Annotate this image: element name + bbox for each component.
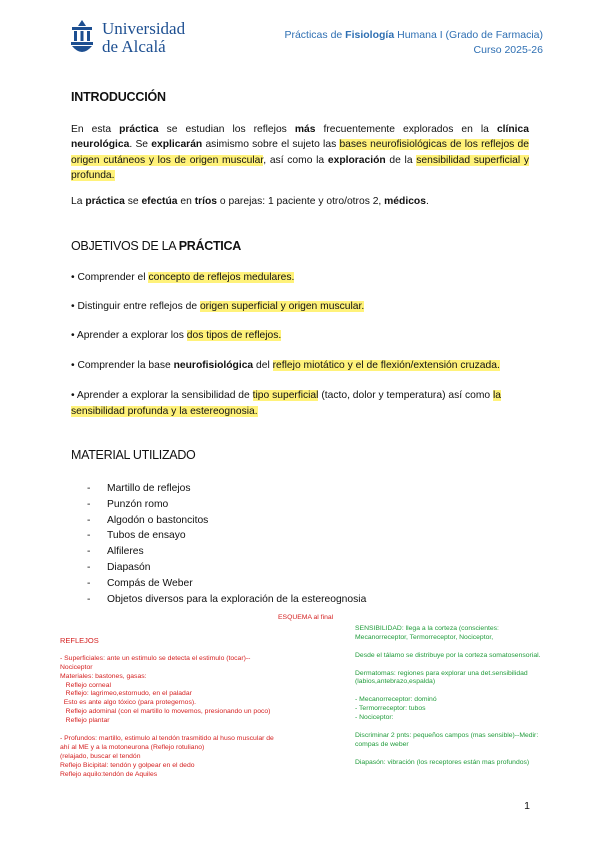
course-year: Curso 2025-26: [473, 44, 543, 56]
objectives-title: OBJETIVOS DE LA PRÁCTICA: [71, 239, 241, 253]
esquema-note: ESQUEMA al final: [278, 614, 334, 621]
list-item: - Martillo de reflejos: [87, 483, 191, 494]
university-name-line2: de Alcalá: [102, 37, 166, 56]
objective-4: • Comprender la base neurofisiológica del reflejo miotático y el de flexión/extensión cruzada.: [71, 360, 500, 371]
list-item: - Compás de Weber: [87, 577, 193, 589]
objective-2: • Distinguir entre reflejos de origen superficial y origen muscular.: [71, 301, 365, 312]
university-crest-icon: [66, 18, 98, 58]
intro-title: INTRODUCCIÓN: [71, 90, 166, 104]
list-item: - Algodón o bastoncitos: [87, 514, 209, 526]
intro-paragraph-2: La práctica se efectúa en tríos o parejas: 1 paciente y otro/otros 2, médicos.: [71, 196, 429, 207]
list-item: - Alfileres: [87, 546, 144, 558]
course-header: [284, 28, 543, 58]
course-title: Prácticas de Fisiología Humana I (Grado de Farmacia): [284, 29, 543, 41]
list-item: - Objetos diversos para la exploración de la estereognosia: [87, 593, 367, 605]
objective-3: • Aprender a explorar los dos tipos de reflejos.: [71, 330, 282, 341]
university-name-line1: Universidad: [102, 19, 186, 38]
university-logo: [66, 18, 196, 60]
highlight-bases: bases neurofisiológicas de los reflejos de origen cutáneos y los de origen muscular: [71, 139, 529, 166]
list-item: - Punzón romo: [87, 498, 169, 510]
objective-5: • Aprender a explorar la sensibilidad de tipo superficial (tacto, dolor y temperatura) así como la sensibilidad profunda y la estereognosia.: [71, 390, 502, 417]
page-number: 1: [524, 800, 530, 812]
material-list: [87, 481, 366, 607]
material-title: MATERIAL UTILIZADO: [71, 448, 196, 462]
intro-paragraph-1: En esta práctica se estudian los reflejos más frecuentemente explorados en la clínica neurológica. Se explicarán asimismo sobre el sujeto las bases neurofisiológicas de los reflejos de origen cutáneos y los de origen muscular, así como la exploración de la sensibilidad superficial y profunda.: [71, 124, 529, 181]
sensibilidad-notes: SENSIBILIDAD: llega a la corteza (conscientes: Mecanorreceptor, Termorreceptor, Nociceptor, Desde el tálamo se distribuye por la corteza somatosensorial. Dermatomas: regiones para explorar una det.sensibilidad (labios,antebrazo,espalda) - Mecanorreceptor: dominó - Termorreceptor: tubos - Nociceptor: Discriminar 2 pnts: pequeños campos (mas sensible)--Medir: compas de weber Diapasón: vibración (los receptores están mas profundos): [355, 625, 541, 766]
reflejos-notes: REFLEJOS - Superficiales: ante un estimulo se detecta el estimulo (tocar)-- Nociceptor Materiales: bastones, gasas: Reflejo corneal Reflejo: lagrimeo,estornudo, en el paladar Esto es ante algo tóxico (para protegernos). Reflejo adominal (con el martillo lo movemos, presionando un poco) Reflejo plantar - Profundos: martillo, estimulo al tendón trasmitido al huso muscular de ahí al ME y a la motoneurona (Reflejo rotuliano) (relajado, buscar el tendón Reflejo Bicipital: tendón y golpear en el dedo Reflejo aquilo:tendón de Aquiles: [60, 636, 274, 778]
list-item: - Tubos de ensayo: [87, 530, 186, 542]
list-item: - Diapasón: [87, 561, 151, 573]
objective-1: • Comprender el concepto de reflejos medulares.: [71, 272, 295, 283]
highlight-sensibilidad: sensibilidad superficial y profunda.: [71, 154, 529, 181]
